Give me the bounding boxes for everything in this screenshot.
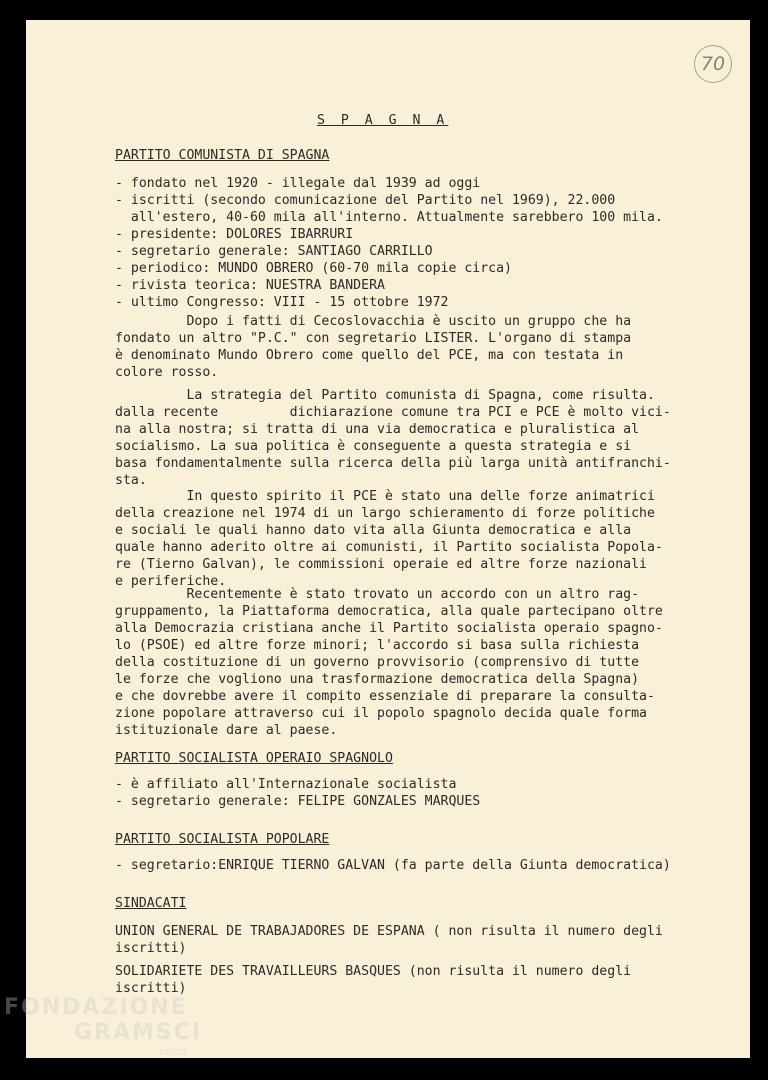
text-line: Dopo i fatti di Cecoslovacchia è uscito un gruppo che ha (115, 314, 632, 329)
list-item: - è affiliato all'Internazionale socialista (115, 777, 457, 792)
psoe-list (115, 776, 715, 810)
psp-list (115, 857, 715, 874)
watermark-logo (4, 995, 202, 1058)
heading-psoe: PARTITO SOCIALISTA OPERAIO SPAGNOLO (115, 751, 393, 766)
paragraph-lister (115, 313, 715, 381)
text-line: e sociali le quali hanno dato vita alla Giunta democratica e alla (115, 523, 632, 538)
text-line: fondato un altro "P.C." con segretario LISTER. L'organo di stampa (115, 331, 632, 346)
text-line: della creazione nel 1974 di un largo schieramento di forze politiche (115, 506, 655, 521)
text-line: lo (PSOE) ed altre forze minori; l'accordo si basa sulla richiesta (115, 638, 640, 653)
text-line: istituzionale dare al paese. (115, 723, 338, 738)
watermark-line: GRAMSCI (74, 1020, 203, 1045)
heading-pce: PARTITO COMUNISTA DI SPAGNA (115, 148, 330, 163)
text-line: quale hanno aderito oltre ai comunisti, il Partito socialista Popola- (115, 540, 663, 555)
text-line: SOLIDARIETE DES TRAVAILLEURS BASQUES (non risulta il numero degli (115, 964, 632, 979)
text-line: della costituzione di un governo provvisorio (comprensivo di tutte (115, 655, 640, 670)
heading-psp: PARTITO SOCIALISTA POPOLARE (115, 832, 330, 847)
page-number-stamp: 70 (694, 45, 732, 83)
text-line: alla Democrazia cristiana anche il Partito socialista operaio spagno- (115, 621, 663, 636)
text-line: iscritti) (115, 941, 187, 956)
text-line: re (Tierno Galvan), le commissioni operaie ed altre forze nazionali (115, 557, 647, 572)
text-line: gruppamento, la Piattaforma democratica, alla quale partecipano oltre (115, 604, 663, 619)
text-line: In questo spirito il PCE è stato una delle forze animatrici (115, 489, 655, 504)
text-line: sta. (115, 473, 147, 488)
text-line: dalla recente dichiarazione comune tra PCI e PCE è molto vici- (115, 405, 671, 420)
list-item: - segretario:ENRIQUE TIERNO GALVAN (fa parte della Giunta democratica) (115, 858, 671, 873)
text-line: La strategia del Partito comunista di Spagna, come risulta. (115, 388, 655, 403)
text-line: basa fondamentalmente sulla ricerca della più larga unità antifranchi- (115, 456, 671, 471)
text-line: zione popolare attraverso cui il popolo spagnolo decida quale forma (115, 706, 647, 721)
list-item: - ultimo Congresso: VIII - 15 ottobre 1972 (115, 295, 449, 310)
list-item: - presidente: DOLORES IBARRURI (115, 227, 354, 242)
list-item: - segretario generale: SANTIAGO CARRILLO (115, 244, 433, 259)
paragraph-piattaforma (115, 586, 715, 739)
list-item: - segretario generale: FELIPE GONZALES MARQUES (115, 794, 481, 809)
paragraph-strategy (115, 387, 715, 489)
pce-facts-list (115, 175, 715, 311)
text-line: Recentemente è stato trovato un accordo con un altro rag- (115, 587, 640, 602)
sindacati-stv (115, 963, 715, 997)
list-item: - periodico: MUNDO OBRERO (60-70 mila copie circa) (115, 261, 512, 276)
text-line: e che dovrebbe avere il compito essenziale di preparare la consulta- (115, 689, 655, 704)
paragraph-giunta (115, 488, 715, 590)
list-item: - iscritti (secondo comunicazione del Partito nel 1969), 22.000 (115, 193, 616, 208)
text-line: na alla nostra; si tratta di una via democratica e pluralistica al (115, 422, 640, 437)
text-line: colore rosso. (115, 365, 219, 380)
list-item: - rivista teorica: NUESTRA BANDERA (115, 278, 385, 293)
text-line: e periferiche. (115, 574, 227, 589)
text-line: è denominato Mundo Obrero come quello del PCE, ma con testata in (115, 348, 624, 363)
list-item: all'estero, 40-60 mila all'interno. Attualmente sarebbero 100 mila. (115, 210, 663, 225)
sindacati-ugt (115, 923, 715, 957)
text-line: UNION GENERAL DE TRABAJADORES DE ESPANA ( non risulta il numero degli (115, 924, 663, 939)
page-title: S P A G N A (317, 113, 449, 128)
heading-sindacati: SINDACATI (115, 896, 187, 911)
text-line: le forze che vogliono una trasformazione democratica della Spagna) (115, 672, 640, 687)
text-line: socialismo. La sua politica è conseguente a questa strategia e si (115, 439, 632, 454)
watermark-line: onlus (159, 1045, 189, 1058)
list-item: - fondato nel 1920 - illegale dal 1939 ad oggi (115, 176, 481, 191)
text-line: iscritti) (115, 981, 187, 996)
watermark-line: FONDAZIONE (4, 995, 188, 1020)
